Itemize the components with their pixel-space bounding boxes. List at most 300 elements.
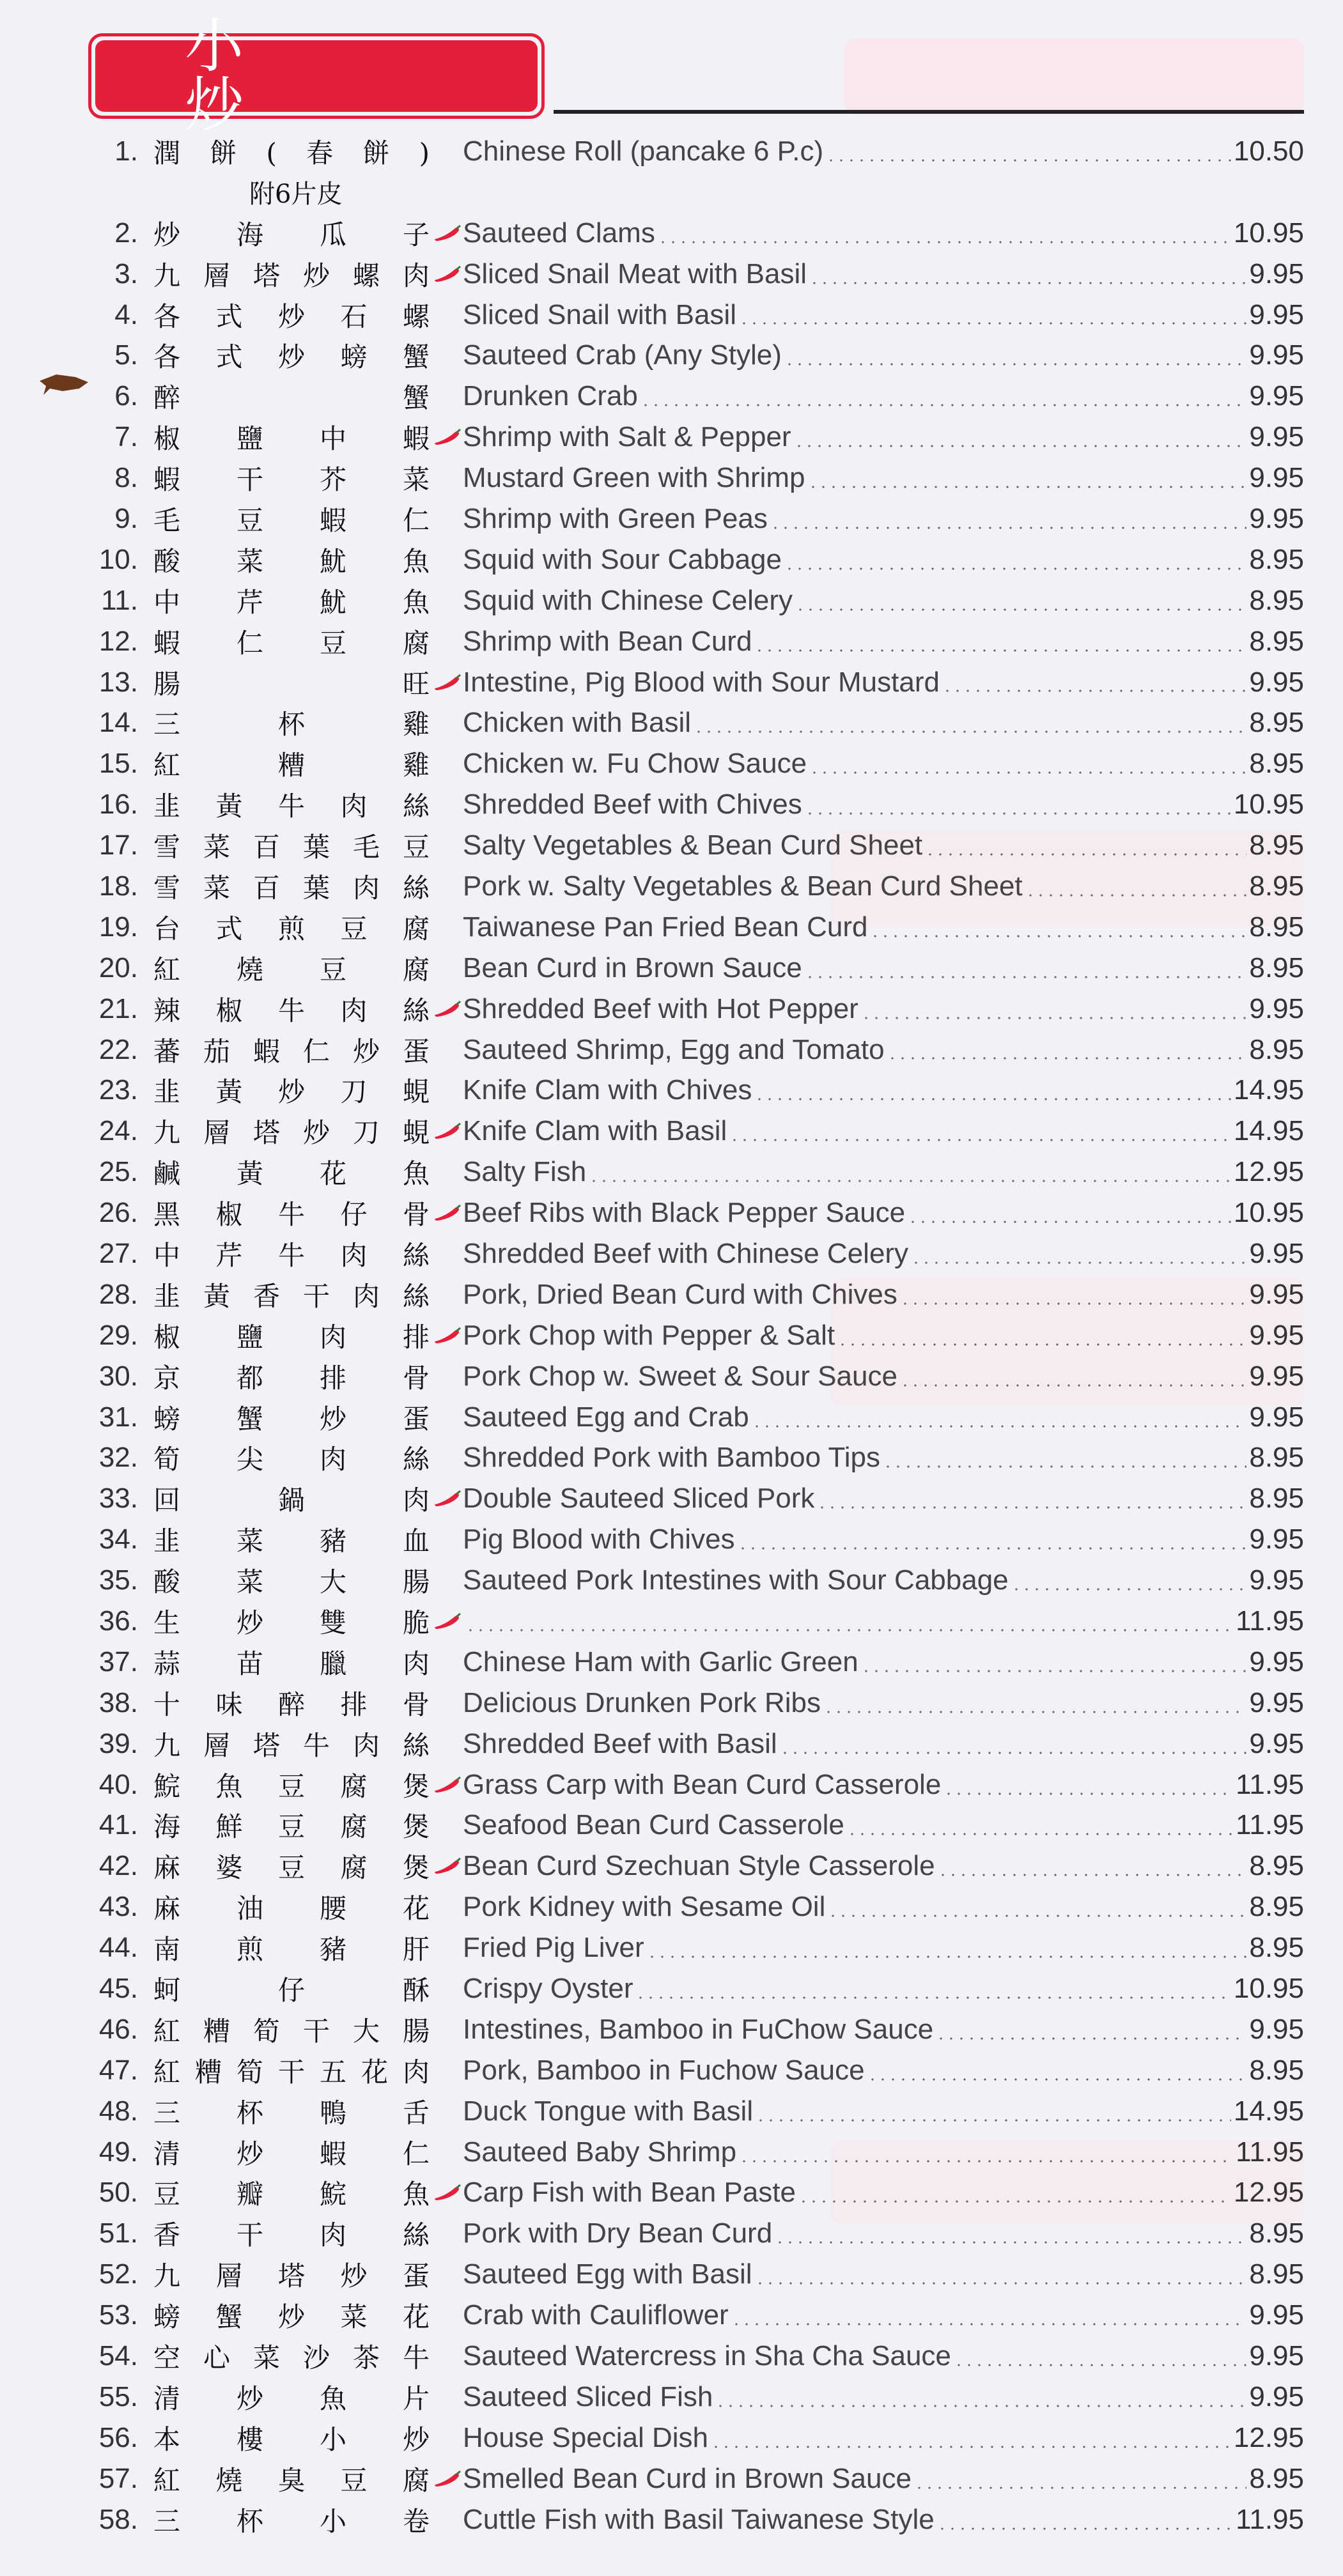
item-chinese-name: 鹹黃花魚: [153, 1158, 432, 1190]
item-english-name: Pork w. Salty Vegetables & Bean Curd Sheet: [463, 870, 1023, 902]
item-number: 52.: [98, 2258, 138, 2290]
item-chinese-name: 九層塔炒螺肉: [153, 259, 432, 291]
menu-item: [89, 2173, 1304, 2214]
item-chinese-name: 三杯雞: [153, 709, 432, 741]
item-chinese-name: 韭黃牛肉絲: [153, 791, 432, 822]
item-english-name: Pork Chop w. Sweet & Sour Sauce: [463, 1360, 897, 1392]
dot-leader: [640, 404, 1246, 406]
chili-pepper-icon: [432, 1856, 463, 1876]
pepper-slot: [432, 1816, 463, 1835]
item-english-name: Shredded Beef with Chives: [463, 789, 802, 821]
item-price: 10.95: [1233, 1197, 1304, 1229]
item-price: 10.95: [1233, 1973, 1304, 2005]
item-number: 47.: [98, 2054, 138, 2086]
menu-item: [89, 1233, 1304, 1274]
chili-pepper-icon: [432, 999, 463, 1019]
pepper-slot: [432, 1938, 463, 1957]
pepper-slot: [432, 1081, 463, 1100]
menu-item: [89, 825, 1304, 866]
dot-leader: [794, 445, 1247, 447]
item-number: 29.: [98, 1319, 138, 1351]
item-english-name: Sauteed Shrimp, Egg and Tomato: [463, 1033, 885, 1065]
item-number: 49.: [98, 2136, 138, 2168]
menu-item: [89, 458, 1304, 498]
item-number: 5.: [114, 339, 138, 371]
item-price: 11.95: [1236, 1768, 1304, 1800]
item-chinese-name: 韭黃香干肉絲: [153, 1280, 432, 1312]
dot-leader: [729, 1139, 1231, 1141]
dot-leader: [883, 1465, 1246, 1468]
item-price: 9.95: [1249, 1727, 1304, 1759]
item-price: 9.95: [1249, 380, 1304, 412]
dot-leader: [914, 2487, 1246, 2489]
pepper-slot: [432, 1530, 463, 1549]
item-price: 9.95: [1249, 1523, 1304, 1555]
dot-leader: [731, 2323, 1247, 2325]
item-number: 7.: [114, 421, 138, 453]
item-number: 14.: [98, 707, 138, 739]
item-number: 53.: [98, 2299, 138, 2331]
item-chinese-name: 清炒魚片: [153, 2382, 432, 2414]
item-chinese-name: 紅糟雞: [153, 750, 432, 782]
item-number: 57.: [98, 2462, 138, 2494]
item-english-name: Sauteed Egg and Crab: [463, 1401, 749, 1433]
item-chinese-name: 蝦仁豆腐: [153, 627, 432, 659]
menu-item: [89, 743, 1304, 784]
item-english-name: Smelled Bean Curd in Brown Sauce: [463, 2462, 912, 2494]
item-english-name: Shrimp with Bean Curd: [463, 625, 752, 657]
pepper-slot: [432, 468, 463, 488]
item-chinese-name: 蚵仔酥: [153, 1975, 432, 2007]
pepper-slot: [432, 1244, 463, 1263]
pepper-slot: [432, 795, 463, 814]
pepper-slot: [432, 346, 463, 365]
pepper-slot: [432, 550, 463, 569]
item-english-name: Intestines, Bamboo in FuChow Sauce: [463, 2013, 934, 2045]
item-price: 11.95: [1236, 2136, 1304, 2168]
dot-leader: [784, 567, 1246, 570]
dot-leader: [647, 1955, 1247, 1958]
item-number: 34.: [98, 1523, 138, 1555]
item-number: 22.: [98, 1033, 138, 1065]
item-price: 9.95: [1249, 2340, 1304, 2372]
item-english-name: Sauteed Baby Shrimp: [463, 2136, 737, 2168]
item-number: 31.: [98, 1401, 138, 1433]
item-number: 24.: [98, 1115, 138, 1147]
item-number: 41.: [98, 1809, 138, 1841]
item-number: 9.: [114, 502, 138, 534]
pepper-slot: [432, 1040, 463, 1060]
item-number: 25.: [98, 1156, 138, 1188]
item-price: 9.95: [1249, 1319, 1304, 1351]
item-english-name: Knife Clam with Basil: [463, 1115, 727, 1147]
item-english-name: Pork, Bamboo in Fuchow Sauce: [463, 2054, 865, 2086]
dot-leader: [837, 1343, 1246, 1346]
bug-mark-icon: [37, 369, 91, 397]
item-price: 9.95: [1249, 462, 1304, 494]
item-price: 8.95: [1249, 1932, 1304, 1964]
pepper-slot: [432, 1162, 463, 1182]
menu-item: [89, 662, 1304, 703]
item-chinese-name: 京都排骨: [153, 1362, 432, 1394]
pepper-slot: [432, 1693, 463, 1713]
menu-item: [89, 417, 1304, 458]
item-number: 38.: [98, 1686, 138, 1718]
item-chinese-name: 蕃茄蝦仁炒蛋: [153, 1035, 432, 1067]
dot-leader: [943, 1793, 1233, 1795]
dot-leader: [900, 1302, 1247, 1305]
item-english-name: Shredded Pork with Bamboo Tips: [463, 1442, 881, 1474]
item-price: 11.95: [1236, 1809, 1304, 1841]
item-price: 9.95: [1249, 2380, 1304, 2412]
item-chinese-name: 筍尖肉絲: [153, 1444, 432, 1476]
item-number: 3.: [114, 258, 138, 289]
item-chinese-name: 本樓小炒: [153, 2423, 432, 2455]
item-chinese-name: 麻油腰花: [153, 1893, 432, 1925]
item-price: 14.95: [1233, 1115, 1304, 1147]
dot-leader: [942, 690, 1246, 692]
item-chinese-name: 雪菜百葉毛豆: [153, 831, 432, 863]
item-english-name: Carp Fish with Bean Paste: [463, 2177, 796, 2209]
item-number: 45.: [98, 1973, 138, 2005]
dot-leader: [937, 2527, 1233, 2530]
dot-leader: [808, 486, 1247, 488]
item-price: 9.95: [1249, 1237, 1304, 1269]
dot-leader: [861, 1670, 1247, 1672]
pepper-slot: [432, 918, 463, 937]
item-english-name: Sauteed Egg with Basil: [463, 2258, 752, 2290]
item-english-name: Shredded Beef with Chinese Celery: [463, 1237, 909, 1269]
dot-leader: [658, 241, 1231, 243]
item-number: 1.: [114, 135, 138, 167]
item-english-name: Seafood Bean Curd Casserole: [463, 1809, 844, 1841]
pepper-slot: [432, 1285, 463, 1304]
item-chinese-name: 香干肉絲: [153, 2219, 432, 2251]
item-number: 12.: [98, 625, 138, 657]
dot-leader: [738, 1547, 1247, 1550]
menu-item: [89, 2418, 1304, 2458]
item-price: 8.95: [1249, 2258, 1304, 2290]
menu-item: [89, 2254, 1304, 2295]
dot-leader: [756, 2119, 1231, 2122]
item-price: 9.95: [1249, 1278, 1304, 1310]
item-price: 8.95: [1249, 543, 1304, 575]
item-price: 8.95: [1249, 2462, 1304, 2494]
pepper-slot: [432, 754, 463, 773]
dot-leader: [770, 527, 1246, 529]
item-number: 20.: [98, 952, 138, 983]
pepper-slot: [432, 1734, 463, 1754]
item-chinese-name: 海鮮豆腐煲: [153, 1811, 432, 1843]
item-price: 10.95: [1233, 789, 1304, 821]
item-chinese-name: 酸菜大腸: [153, 1566, 432, 1598]
pepper-slot: [432, 509, 463, 528]
dot-leader: [908, 1221, 1231, 1223]
item-number: 15.: [98, 748, 138, 780]
item-number: 17.: [98, 829, 138, 861]
item-chinese-name: 中芹魷魚: [153, 586, 432, 618]
menu-item: [89, 1315, 1304, 1356]
item-english-name: Crispy Oyster: [463, 1973, 633, 2005]
item-number: 56.: [98, 2421, 138, 2453]
section-title: 小 炒: [185, 12, 334, 139]
menu-item: [89, 2213, 1304, 2254]
menu-item: [89, 1519, 1304, 1560]
pepper-slot: [432, 2387, 463, 2407]
dot-leader: [900, 1384, 1246, 1387]
item-english-name: Sauteed Sliced Fish: [463, 2380, 713, 2412]
pepper-slot: [432, 591, 463, 610]
item-english-name: Knife Clam with Chives: [463, 1074, 752, 1106]
item-english-name: Shrimp with Salt & Pepper: [463, 421, 791, 453]
item-chinese-name: 紅燒臭豆腐: [153, 2464, 432, 2496]
menu-item: [89, 1560, 1304, 1601]
dot-leader: [775, 2241, 1246, 2244]
item-chinese-name: 黑椒牛仔骨: [153, 1199, 432, 1231]
item-chinese-name: 生炒雙脆: [153, 1607, 432, 1639]
item-chinese-name: 回鍋肉: [153, 1485, 432, 1516]
pepper-slot: [432, 2265, 463, 2284]
item-price: 8.95: [1249, 1442, 1304, 1474]
pepper-slot: [432, 387, 463, 406]
chili-pepper-icon: [432, 2469, 463, 2488]
dot-leader: [828, 1915, 1246, 1917]
item-english-name: Taiwanese Pan Fried Bean Curd: [463, 911, 868, 943]
item-english-name: Squid with Sour Cabbage: [463, 543, 782, 575]
pepper-slot: [432, 1979, 463, 1998]
item-price: 9.95: [1249, 298, 1304, 330]
item-price: 11.95: [1236, 1605, 1304, 1637]
pepper-slot: [432, 713, 463, 732]
item-price: 8.95: [1249, 584, 1304, 616]
item-number: 8.: [114, 462, 138, 494]
item-price: 8.95: [1249, 2054, 1304, 2086]
menu-item: [89, 2295, 1304, 2336]
dot-leader: [805, 812, 1231, 815]
item-price: 8.95: [1249, 1891, 1304, 1923]
item-english-name: Sauteed Watercress in Sha Cha Sauce: [463, 2340, 951, 2372]
menu-item: [89, 1356, 1304, 1397]
pepper-slot: [432, 2143, 463, 2162]
dot-leader: [1025, 894, 1247, 897]
menu-item: [89, 1805, 1304, 1846]
item-chinese-name: 麻婆豆腐煲: [153, 1852, 432, 1884]
pepper-slot: [432, 2102, 463, 2121]
item-english-name: Shrimp with Green Peas: [463, 502, 768, 534]
dot-leader: [715, 2405, 1246, 2407]
chili-pepper-icon: [432, 2183, 463, 2202]
item-number: 37.: [98, 1646, 138, 1677]
item-price: 8.95: [1249, 870, 1304, 902]
item-number: 54.: [98, 2340, 138, 2372]
item-number: 39.: [98, 1727, 138, 1759]
item-price: 11.95: [1236, 2503, 1304, 2535]
item-chinese-name: 韭黃炒刀蜆: [153, 1076, 432, 1108]
item-price: 14.95: [1233, 1074, 1304, 1106]
menu-item: [89, 2499, 1304, 2540]
pepper-slot: [432, 632, 463, 651]
menu-item: [89, 1642, 1304, 1683]
item-chinese-name: 毛豆蝦仁: [153, 504, 432, 536]
item-chinese-name: 台式煎豆腐: [153, 913, 432, 945]
dot-leader: [755, 2282, 1247, 2285]
item-chinese-name: 各式炒石螺: [153, 300, 432, 332]
item-number: 6.: [114, 380, 138, 412]
item-english-name: Salty Vegetables & Bean Curd Sheet: [463, 829, 923, 861]
pepper-slot: [432, 1571, 463, 1590]
item-chinese-name: 椒鹽肉排: [153, 1321, 432, 1353]
dot-leader: [823, 1711, 1246, 1713]
item-number: 2.: [114, 217, 138, 249]
menu-item: [89, 376, 1304, 417]
item-english-name: Drunken Crab: [463, 380, 638, 412]
pepper-slot: [432, 2061, 463, 2080]
menu-item: [89, 1192, 1304, 1233]
dot-leader: [805, 976, 1247, 978]
item-number: 10.: [98, 543, 138, 575]
item-chinese-name: 螃蟹炒蛋: [153, 1403, 432, 1435]
item-chinese-name: 九層塔牛肉絲: [153, 1729, 432, 1761]
item-english-name: Double Sauteed Sliced Pork: [463, 1483, 815, 1515]
item-chinese-name: 南煎豬肝: [153, 1934, 432, 1966]
item-english-name: Squid with Chinese Celery: [463, 584, 793, 616]
menu-item: [89, 1724, 1304, 1764]
item-number: 32.: [98, 1442, 138, 1474]
item-number: 28.: [98, 1278, 138, 1310]
item-price: 10.50: [1233, 135, 1304, 167]
dot-leader: [1011, 1588, 1247, 1591]
item-chinese-name: 九層塔炒蛋: [153, 2260, 432, 2292]
item-chinese-name: 潤餅(春餅): [153, 137, 432, 169]
item-chinese-name: 雪菜百葉肉絲: [153, 872, 432, 904]
pepper-slot: [432, 877, 463, 896]
dot-leader: [711, 2446, 1231, 2448]
item-price: 9.95: [1249, 992, 1304, 1024]
item-english-name: Pig Blood with Chives: [463, 1523, 735, 1555]
dot-leader: [795, 608, 1246, 611]
dot-leader: [911, 1261, 1246, 1264]
dot-leader: [589, 1180, 1231, 1182]
dot-leader: [925, 853, 1246, 856]
menu-item: [89, 2091, 1304, 2132]
pepper-slot: [432, 2224, 463, 2243]
item-chinese-name: 鯇魚豆腐煲: [153, 1770, 432, 1802]
item-chinese-name: 螃蟹炒菜花: [153, 2301, 432, 2333]
chili-pepper-icon: [432, 1326, 463, 1345]
item-price: 8.95: [1249, 1033, 1304, 1065]
item-number: 40.: [98, 1768, 138, 1800]
item-price: 8.95: [1249, 911, 1304, 943]
item-chinese-name: 清炒蝦仁: [153, 2138, 432, 2170]
item-english-name: Intestine, Pig Blood with Sour Mustard: [463, 666, 940, 698]
pepper-slot: [432, 2020, 463, 2039]
chili-pepper-icon: [432, 1612, 463, 1631]
item-english-name: Shredded Beef with Basil: [463, 1727, 777, 1759]
chili-pepper-icon: [432, 1203, 463, 1222]
item-price: 8.95: [1249, 952, 1304, 983]
menu-item: [89, 621, 1304, 662]
dot-leader: [784, 363, 1246, 366]
item-english-name: Chinese Roll (pancake 6 P.c): [463, 135, 824, 167]
item-english-name: Sauteed Crab (Any Style): [463, 339, 782, 371]
menu-item: [89, 907, 1304, 948]
dot-leader: [936, 2037, 1246, 2040]
item-number: 48.: [98, 2095, 138, 2127]
item-number: 42.: [98, 1850, 138, 1882]
item-number: 44.: [98, 1932, 138, 1964]
item-english-name: Shredded Beef with Hot Pepper: [463, 992, 858, 1024]
dot-leader: [870, 935, 1246, 937]
item-english-name: Pork, Dried Bean Curd with Chives: [463, 1278, 897, 1310]
item-number: 33.: [98, 1483, 138, 1515]
item-chinese-name: 三杯鴨舌: [153, 2097, 432, 2129]
item-chinese-name: 酸菜魷魚: [153, 545, 432, 577]
item-chinese-name: 十味醉排骨: [153, 1688, 432, 1720]
item-number: 13.: [98, 666, 138, 698]
chili-pepper-icon: [432, 1775, 463, 1794]
dot-leader: [635, 1996, 1230, 1999]
menu-item: [89, 539, 1304, 580]
item-english-name: Cuttle Fish with Basil Taiwanese Style: [463, 2503, 935, 2535]
item-english-name: Fried Pig Liver: [463, 1932, 644, 1964]
item-chinese-name: 紅燒豆腐: [153, 953, 432, 985]
item-price: 9.95: [1249, 339, 1304, 371]
item-price: 12.95: [1233, 2177, 1304, 2209]
item-english-name: Sliced Snail Meat with Basil: [463, 258, 807, 289]
menu-item: [89, 1601, 1304, 1642]
dot-leader: [465, 1629, 1233, 1631]
menu-item: [89, 2050, 1304, 2091]
pepper-slot: [432, 1448, 463, 1467]
menu-item: [89, 1683, 1304, 1724]
menu-item: [89, 1070, 1304, 1111]
dot-leader: [954, 2364, 1246, 2366]
item-chinese-name: 韭菜豬血: [153, 1525, 432, 1557]
item-number: 58.: [98, 2503, 138, 2535]
item-english-name: Chicken w. Fu Chow Sauce: [463, 748, 807, 780]
pepper-slot: [432, 1408, 463, 1427]
item-chinese-name: 九層塔炒刀蜆: [153, 1117, 432, 1149]
item-english-name: Crab with Cauliflower: [463, 2299, 729, 2331]
pepper-slot: [432, 1367, 463, 1386]
menu-item: [89, 213, 1304, 254]
item-english-name: Delicious Drunken Pork Ribs: [463, 1686, 821, 1718]
dot-leader: [780, 1752, 1247, 1754]
item-number: 50.: [98, 2177, 138, 2209]
dot-leader: [754, 649, 1246, 652]
item-english-name: Grass Carp with Bean Curd Casserole: [463, 1768, 942, 1800]
menu-item: [89, 784, 1304, 825]
item-number: 11.: [101, 584, 138, 616]
dot-leader: [847, 1833, 1233, 1835]
menu-item: [89, 1927, 1304, 1968]
item-number: 43.: [98, 1891, 138, 1923]
dot-leader: [754, 1098, 1231, 1100]
pepper-slot: [432, 959, 463, 978]
item-english-name: Bean Curd in Brown Sauce: [463, 952, 802, 983]
item-number: 19.: [98, 911, 138, 943]
item-english-name: Chinese Ham with Garlic Green: [463, 1646, 858, 1677]
item-price: 9.95: [1249, 258, 1304, 289]
item-number: 27.: [98, 1237, 138, 1269]
item-chinese-name: 紅糟筍干大腸: [153, 2015, 432, 2047]
item-price: 9.95: [1249, 1686, 1304, 1718]
chili-pepper-icon: [432, 428, 463, 447]
dot-leader: [861, 1017, 1247, 1019]
item-price: 8.95: [1249, 829, 1304, 861]
pepper-slot: [432, 142, 463, 161]
chili-pepper-icon: [432, 224, 463, 243]
